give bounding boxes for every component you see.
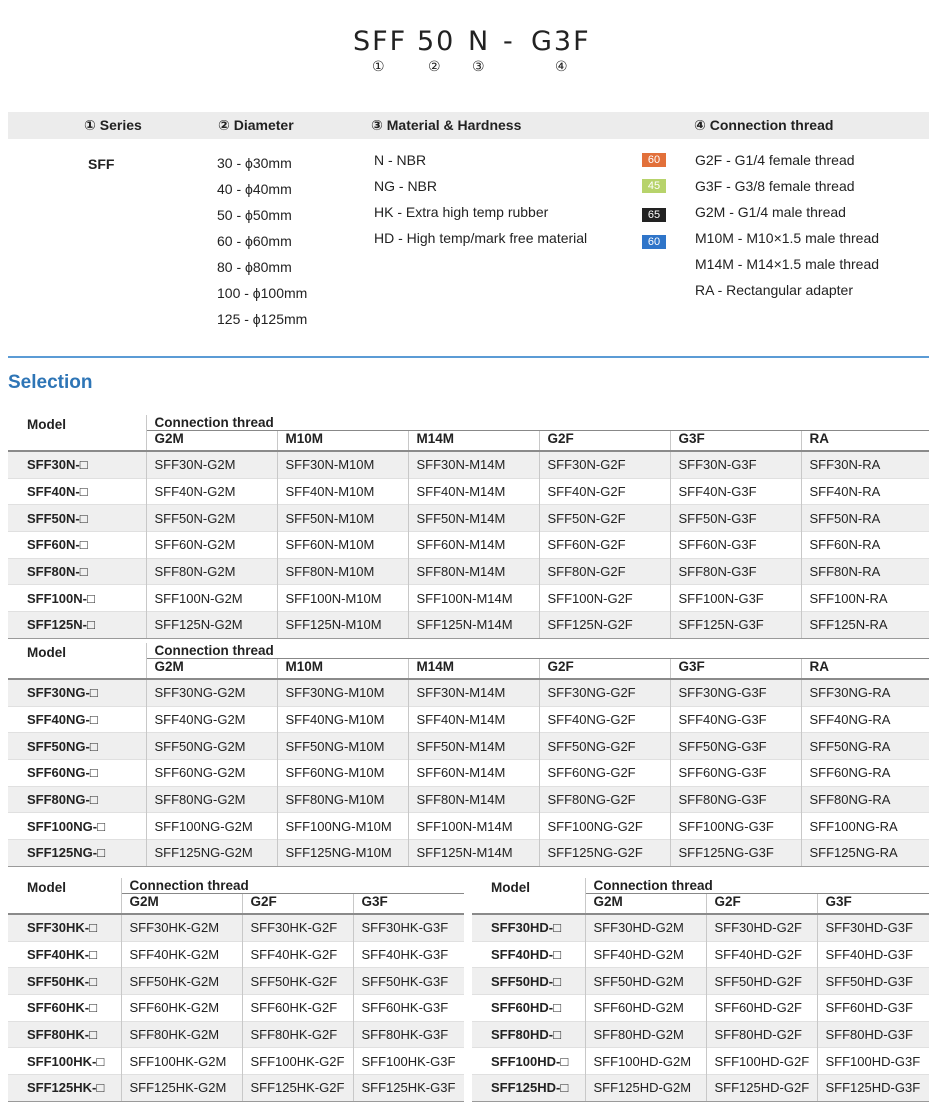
part-number-cell: SFF40N-M14M [408,478,539,505]
column-header: G3F [353,894,464,915]
part-number-cell: SFF30HD-G2F [706,914,817,941]
table-row [472,1048,929,1075]
part-number-cell: SFF50HD-G2F [706,968,817,995]
legend-thread-item: M10M - M10×1.5 male thread [695,230,880,246]
model-cell: SFF40N-□ [8,478,146,505]
part-number-cell: SFF80HK-G3F [353,1021,464,1048]
selection-table-hd [472,878,929,1102]
code-material: N [468,26,491,57]
part-number-cell: SFF125HD-G3F [817,1075,929,1102]
part-number-cell: SFF125NG-G2M [146,840,277,867]
part-number-cell: SFF30N-RA [801,451,929,478]
part-number-cell: SFF100NG-G2F [539,813,670,840]
part-number-cell: SFF125HD-G2F [706,1075,817,1102]
part-number-cell: SFF40HK-G3F [353,941,464,968]
legend-thread-item: G2F - G1/4 female thread [695,152,855,168]
legend-header [8,112,929,139]
part-number-cell: SFF80N-M14M [408,786,539,813]
part-number-cell: SFF100HK-G2F [242,1048,353,1075]
part-number-cell: SFF40N-G3F [670,478,801,505]
table-row [472,1021,929,1048]
part-number-cell: SFF100N-G2M [146,585,277,612]
model-cell: SFF50N-□ [8,505,146,532]
model-cell: SFF80N-□ [8,558,146,585]
part-number-cell: SFF80HK-G2F [242,1021,353,1048]
hardness-badge: 60 [642,153,666,167]
part-number-cell: SFF80NG-G2M [146,786,277,813]
legend-header-material: ③ Material & Hardness [371,117,522,133]
part-number-cell: SFF80NG-G3F [670,786,801,813]
hardness-badge: 65 [642,208,666,222]
column-header: G2F [539,659,670,680]
part-number-cell: SFF50NG-G2M [146,733,277,760]
column-header: G2M [585,894,706,915]
column-header: RA [801,659,929,680]
part-number-cell: SFF80HD-G2M [585,1021,706,1048]
table-row [8,995,464,1022]
model-cell: SFF100N-□ [8,585,146,612]
part-number-cell: SFF60HD-G2F [706,995,817,1022]
table-row [472,968,929,995]
code-marker-2: ② [428,58,441,74]
column-header: RA [801,431,929,452]
part-number-cell: SFF50N-M10M [277,505,408,532]
column-header-model: Model [491,880,530,895]
legend-diameter-item: 80 - ϕ80mm [217,259,292,275]
model-cell: SFF125HD-□ [472,1075,585,1102]
model-cell: SFF40HD-□ [472,941,585,968]
part-number-cell: SFF125NG-M10M [277,840,408,867]
table-row [8,532,929,559]
model-cell: SFF60HD-□ [472,995,585,1022]
part-number-cell: SFF80N-G3F [670,558,801,585]
part-number-cell: SFF100HK-G2M [121,1048,242,1075]
part-number-cell: SFF30N-G2F [539,451,670,478]
legend-material-item: HK - Extra high temp rubber [374,204,549,220]
column-header-model: Model [27,417,66,432]
part-number-cell: SFF125NG-RA [801,840,929,867]
part-number-cell: SFF50NG-RA [801,733,929,760]
model-cell: SFF50NG-□ [8,733,146,760]
column-header: G2M [121,894,242,915]
part-number-cell: SFF60NG-G2F [539,760,670,787]
part-number-cell: SFF125N-RA [801,612,929,639]
part-number-cell: SFF100N-RA [801,585,929,612]
part-number-cell: SFF50N-M14M [408,505,539,532]
part-number-cell: SFF100N-G2F [539,585,670,612]
part-number-cell: SFF50HK-G2M [121,968,242,995]
part-number-cell: SFF60NG-G2M [146,760,277,787]
part-number-cell: SFF80HD-G2F [706,1021,817,1048]
part-number-cell: SFF30HD-G3F [817,914,929,941]
legend-series-list [88,156,114,182]
table-row [8,558,929,585]
part-number-cell: SFF30HK-G2F [242,914,353,941]
model-cell: SFF100NG-□ [8,813,146,840]
column-group-header: Connection thread [121,878,464,894]
part-number-cell: SFF40NG-RA [801,706,929,733]
part-number-cell: SFF30N-M14M [408,679,539,706]
column-header: G2F [539,431,670,452]
model-cell: SFF60N-□ [8,532,146,559]
model-cell: SFF100HD-□ [472,1048,585,1075]
column-header: G2F [706,894,817,915]
column-header: M10M [277,659,408,680]
selection-title: Selection [8,372,93,393]
table-row [8,679,929,706]
part-number-cell: SFF80N-M14M [408,558,539,585]
column-header: G3F [670,659,801,680]
column-group-header: Connection thread [146,415,929,431]
part-number-cell: SFF50N-G2F [539,505,670,532]
part-number-cell: SFF40NG-G2M [146,706,277,733]
part-number-cell: SFF125NG-G2F [539,840,670,867]
legend-header-diameter: ② Diameter [218,117,294,133]
table-row [472,914,929,941]
legend-thread-list [695,152,879,308]
column-header: M14M [408,431,539,452]
part-number-cell: SFF125N-M14M [408,612,539,639]
model-cell: SFF80NG-□ [8,786,146,813]
code-dash: - [503,26,515,57]
part-number-cell: SFF40N-G2M [146,478,277,505]
code-marker-3: ③ [472,58,485,74]
part-number-cell: SFF60N-G3F [670,532,801,559]
table-row [472,995,929,1022]
part-number-cell: SFF60HK-G2F [242,995,353,1022]
part-number-cell: SFF60HD-G3F [817,995,929,1022]
model-cell: SFF40NG-□ [8,706,146,733]
part-number-cell: SFF100N-M14M [408,585,539,612]
part-number-cell: SFF50NG-M10M [277,733,408,760]
part-number-cell: SFF30N-G2M [146,451,277,478]
table-row [8,612,929,639]
legend-header-series: ① Series [84,117,142,133]
part-number-cell: SFF60N-M14M [408,532,539,559]
part-number-cell: SFF100NG-RA [801,813,929,840]
legend-diameter-item: 100 - ϕ100mm [217,285,308,301]
part-number-cell: SFF100HD-G2F [706,1048,817,1075]
column-header: M14M [408,659,539,680]
column-group-header: Connection thread [146,643,929,659]
legend-diameter-item: 40 - ϕ40mm [217,181,292,197]
part-number-cell: SFF60NG-RA [801,760,929,787]
part-number-cell: SFF50N-M14M [408,733,539,760]
column-header: G2F [242,894,353,915]
part-number-code [0,26,934,62]
model-cell: SFF50HD-□ [472,968,585,995]
section-divider [8,356,929,358]
part-number-cell: SFF80N-M10M [277,558,408,585]
part-number-cell: SFF40NG-G3F [670,706,801,733]
part-number-cell: SFF30NG-G2F [539,679,670,706]
part-number-cell: SFF80HK-G2M [121,1021,242,1048]
table-row [472,941,929,968]
part-number-cell: SFF60N-G2F [539,532,670,559]
part-number-cell: SFF50HD-G2M [585,968,706,995]
table-row [8,968,464,995]
model-cell: SFF30N-□ [8,451,146,478]
legend-diameter-item: 50 - ϕ50mm [217,207,292,223]
part-number-cell: SFF125HK-G2F [242,1075,353,1102]
selection-table-ng [8,643,929,867]
part-number-cell: SFF125N-G2F [539,612,670,639]
model-cell: SFF60HK-□ [8,995,121,1022]
table-row [8,706,929,733]
part-number-cell: SFF30HD-G2M [585,914,706,941]
legend-material-item: HD - High temp/mark free material [374,230,588,246]
model-cell: SFF80HK-□ [8,1021,121,1048]
legend-diameter-item: 60 - ϕ60mm [217,233,292,249]
part-number-cell: SFF50HK-G3F [353,968,464,995]
code-series: SFF [353,26,408,57]
part-number-cell: SFF60HD-G2M [585,995,706,1022]
part-number-cell: SFF80HD-G3F [817,1021,929,1048]
part-number-cell: SFF125HK-G2M [121,1075,242,1102]
code-thread: G3F [531,26,591,57]
part-number-cell: SFF100N-M10M [277,585,408,612]
part-number-cell: SFF125N-G3F [670,612,801,639]
part-number-cell: SFF125HK-G3F [353,1075,464,1102]
table-row [8,1075,464,1102]
part-number-cell: SFF30HK-G3F [353,914,464,941]
part-number-cell: SFF125NG-G3F [670,840,801,867]
legend-material-item: N - NBR [374,152,427,168]
part-number-cell: SFF60NG-M10M [277,760,408,787]
part-number-cell: SFF60N-G2M [146,532,277,559]
part-number-cell: SFF40NG-M10M [277,706,408,733]
legend-material-list [374,152,587,256]
column-header: G3F [670,431,801,452]
part-number-cell: SFF100HD-G2M [585,1048,706,1075]
part-number-cell: SFF30NG-G2M [146,679,277,706]
table-row [8,786,929,813]
legend-series-item: SFF [88,156,115,172]
part-number-cell: SFF50N-RA [801,505,929,532]
part-number-cell: SFF30HK-G2M [121,914,242,941]
part-number-cell: SFF80N-G2F [539,558,670,585]
part-number-cell: SFF30N-M10M [277,451,408,478]
legend-thread-item: M14M - M14×1.5 male thread [695,256,880,272]
part-number-cell: SFF60N-M10M [277,532,408,559]
model-cell: SFF125NG-□ [8,840,146,867]
column-header-model: Model [27,645,66,660]
legend-thread-item: RA - Rectangular adapter [695,282,853,298]
part-number-cell: SFF80N-G2M [146,558,277,585]
model-cell: SFF40HK-□ [8,941,121,968]
model-cell: SFF30HK-□ [8,914,121,941]
legend-diameter-list [217,155,307,337]
hardness-badge: 45 [642,179,666,193]
part-number-cell: SFF40HD-G3F [817,941,929,968]
table-row [8,760,929,787]
model-cell: SFF30NG-□ [8,679,146,706]
legend-thread-item: G3F - G3/8 female thread [695,178,855,194]
part-number-cell: SFF60N-RA [801,532,929,559]
part-number-cell: SFF40NG-G2F [539,706,670,733]
hardness-badge: 60 [642,235,666,249]
part-number-cell: SFF40HK-G2F [242,941,353,968]
part-number-cell: SFF40N-RA [801,478,929,505]
part-number-cell: SFF30NG-G3F [670,679,801,706]
part-number-cell: SFF100N-M14M [408,813,539,840]
part-number-cell: SFF40N-M14M [408,706,539,733]
part-number-cell: SFF50N-G3F [670,505,801,532]
part-number-cell: SFF125HD-G2M [585,1075,706,1102]
table-row [8,505,929,532]
part-number-cell: SFF40HD-G2F [706,941,817,968]
part-number-cell: SFF60N-M14M [408,760,539,787]
table-row [8,1048,464,1075]
column-header: G2M [146,659,277,680]
part-number-cell: SFF100NG-G3F [670,813,801,840]
part-number-cell: SFF50HK-G2F [242,968,353,995]
table-row [8,840,929,867]
part-number-cell: SFF60NG-G3F [670,760,801,787]
part-number-cell: SFF50NG-G2F [539,733,670,760]
column-group-header: Connection thread [585,878,929,894]
table-row [8,941,464,968]
table-row [8,451,929,478]
column-header: G3F [817,894,929,915]
legend-material-item: NG - NBR [374,178,437,194]
table-row [472,1075,929,1102]
code-marker-4: ④ [555,58,568,74]
code-diameter: 50 [417,26,456,57]
part-number-cell: SFF30N-M14M [408,451,539,478]
part-number-cell: SFF60HK-G3F [353,995,464,1022]
part-number-cell: SFF40HD-G2M [585,941,706,968]
part-number-cell: SFF125N-M10M [277,612,408,639]
table-row [8,733,929,760]
model-cell: SFF125HK-□ [8,1075,121,1102]
part-number-cell: SFF60HK-G2M [121,995,242,1022]
table-row [8,478,929,505]
column-header: M10M [277,431,408,452]
model-cell: SFF50HK-□ [8,968,121,995]
table-row [8,813,929,840]
part-number-cell: SFF125N-M14M [408,840,539,867]
selection-table-n [8,415,929,639]
part-number-cell: SFF100NG-M10M [277,813,408,840]
model-cell: SFF125N-□ [8,612,146,639]
column-header-model: Model [27,880,66,895]
part-number-cell: SFF30N-G3F [670,451,801,478]
table-row [8,1021,464,1048]
selection-table-hk [8,878,464,1102]
legend-diameter-item: 30 - ϕ30mm [217,155,292,171]
model-cell: SFF80HD-□ [472,1021,585,1048]
column-header: G2M [146,431,277,452]
part-number-cell: SFF100HD-G3F [817,1048,929,1075]
model-cell: SFF30HD-□ [472,914,585,941]
part-number-cell: SFF50HD-G3F [817,968,929,995]
part-number-cell: SFF30NG-RA [801,679,929,706]
part-number-cell: SFF40N-M10M [277,478,408,505]
model-cell: SFF100HK-□ [8,1048,121,1075]
part-number-cell: SFF100N-G3F [670,585,801,612]
part-number-cell: SFF80NG-G2F [539,786,670,813]
part-number-cell: SFF40N-G2F [539,478,670,505]
part-number-cell: SFF50NG-G3F [670,733,801,760]
legend-thread-item: G2M - G1/4 male thread [695,204,846,220]
code-marker-1: ① [372,58,385,74]
part-number-cell: SFF40HK-G2M [121,941,242,968]
model-cell: SFF60NG-□ [8,760,146,787]
legend-diameter-item: 125 - ϕ125mm [217,311,308,327]
part-number-cell: SFF80NG-M10M [277,786,408,813]
table-row [8,585,929,612]
part-number-cell: SFF80NG-RA [801,786,929,813]
part-number-cell: SFF125N-G2M [146,612,277,639]
table-row [8,914,464,941]
legend-header-thread: ④ Connection thread [694,117,834,133]
part-number-cell: SFF100NG-G2M [146,813,277,840]
part-number-cell: SFF80N-RA [801,558,929,585]
part-number-cell: SFF30NG-M10M [277,679,408,706]
part-number-cell: SFF100HK-G3F [353,1048,464,1075]
part-number-cell: SFF50N-G2M [146,505,277,532]
